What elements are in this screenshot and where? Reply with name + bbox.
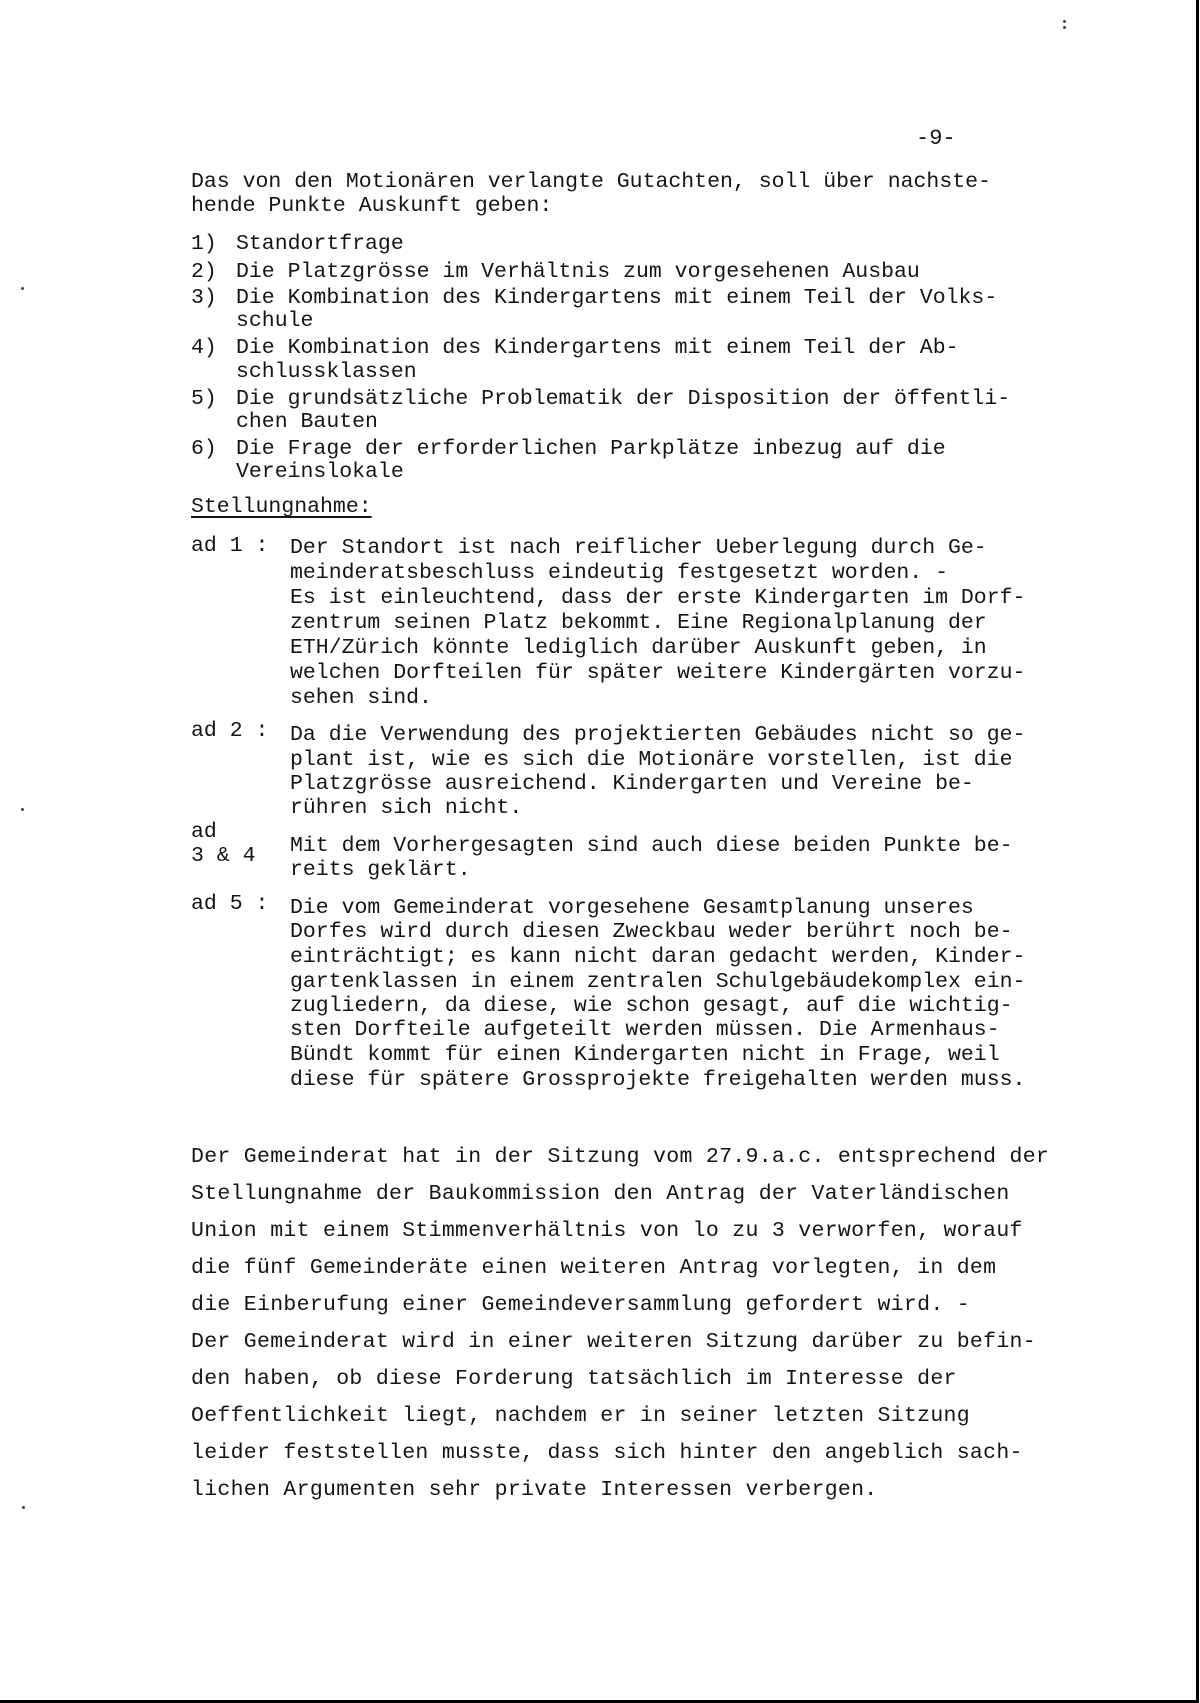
point-number: 2) — [191, 260, 217, 284]
statement-label: ad — [191, 820, 217, 844]
point-number: 5) — [191, 387, 217, 411]
statement-text: Die vom Gemeinderat vorgesehene Gesamtplanung unseres — [290, 896, 974, 920]
statement-label: ad 1 : — [191, 534, 269, 558]
statement-text: rühren sich nicht. — [290, 796, 523, 820]
statement-text: reits geklärt. — [290, 858, 471, 882]
statement-text: Es ist einleuchtend, dass der erste Kindergarten im Dorf- — [290, 586, 1026, 610]
point-text: Die Frage der erforderlichen Parkplätze inbezug auf die — [236, 437, 946, 461]
page-number: -9- — [916, 126, 956, 151]
closing-line: Oeffentlichkeit liegt, nachdem er in seiner letzten Sitzung — [191, 1404, 970, 1428]
statement-text: zentrum seinen Platz bekommt. Eine Regionalplanung der — [290, 611, 987, 635]
point-text: Vereinslokale — [236, 460, 404, 484]
statement-text: Platzgrösse ausreichend. Kindergarten und Vereine be- — [290, 772, 974, 796]
point-number: 4) — [191, 336, 217, 360]
scan-speck — [21, 287, 24, 290]
closing-line: die fünf Gemeinderäte einen weiteren Antrag vorlegten, in dem — [191, 1256, 997, 1280]
point-text: schlussklassen — [236, 360, 417, 384]
statement-text: diese für spätere Grossprojekte freigehalten werden muss. — [290, 1068, 1026, 1092]
intro-line: hende Punkte Auskunft geben: — [191, 194, 553, 218]
statement-text: sten Dorfteile aufgeteilt werden müssen. Die Armenhaus- — [290, 1018, 1000, 1042]
statement-text: einträchtigt; es kann nicht daran gedacht werden, Kinder- — [290, 945, 1026, 969]
statement-label: 3 & 4 — [191, 844, 256, 868]
scan-speck — [1063, 26, 1066, 29]
closing-line: Der Gemeinderat hat in der Sitzung vom 27.9.a.c. entsprechend der — [191, 1145, 1050, 1169]
point-number: 1) — [191, 232, 217, 256]
point-text: Die Kombination des Kindergartens mit einem Teil der Ab- — [236, 336, 959, 360]
statement-text: gartenklassen in einem zentralen Schulgebäudekomplex ein- — [290, 970, 1026, 994]
statement-text: meinderatsbeschluss eindeutig festgesetzt worden. - — [290, 561, 949, 585]
point-text: Standortfrage — [236, 232, 404, 256]
statement-text: Der Standort ist nach reiflicher Ueberlegung durch Ge- — [290, 536, 987, 560]
statement-text: zugliedern, da diese, wie schon gesagt, auf die wichtig- — [290, 994, 1013, 1018]
scan-speck — [21, 808, 24, 811]
closing-line: leider feststellen musste, dass sich hinter den angeblich sach- — [191, 1441, 1023, 1465]
closing-line: den haben, ob diese Forderung tatsächlich im Interesse der — [191, 1367, 957, 1391]
statement-text: Mit dem Vorhergesagten sind auch diese beiden Punkte be- — [290, 834, 1013, 858]
statement-text: ETH/Zürich könnte lediglich darüber Auskunft geben, in — [290, 636, 987, 660]
point-text: Die Kombination des Kindergartens mit einem Teil der Volks- — [236, 286, 998, 310]
statement-label: ad 2 : — [191, 719, 269, 743]
scan-speck — [22, 1506, 25, 1509]
closing-line: lichen Argumenten sehr private Interessen verbergen. — [191, 1478, 878, 1502]
point-text: Die Platzgrösse im Verhältnis zum vorgesehenen Ausbau — [236, 260, 920, 284]
closing-line: die Einberufung einer Gemeindeversammlung gefordert wird. - — [191, 1293, 970, 1317]
statement-text: sehen sind. — [290, 686, 432, 710]
statement-text: Dorfes wird durch diesen Zweckbau weder berührt noch be- — [290, 920, 1013, 944]
point-number: 6) — [191, 437, 217, 461]
scan-speck — [1063, 20, 1066, 23]
point-text: chen Bauten — [236, 410, 378, 434]
statement-text: Bündt kommt für einen Kindergarten nicht in Frage, weil — [290, 1043, 1000, 1067]
statement-text: Da die Verwendung des projektierten Gebäudes nicht so ge- — [290, 723, 1026, 747]
statement-text: plant ist, wie es sich die Motionäre vorstellen, ist die — [290, 748, 1013, 772]
statement-label: ad 5 : — [191, 892, 269, 916]
point-number: 3) — [191, 286, 217, 310]
intro-line: Das von den Motionären verlangte Gutachten, soll über nachste- — [191, 170, 991, 194]
closing-line: Stellungnahme der Baukommission den Antrag der Vaterländischen — [191, 1182, 1010, 1206]
point-text: Die grundsätzliche Problematik der Disposition der öffentli- — [236, 387, 1011, 411]
closing-line: Union mit einem Stimmenverhältnis von lo zu 3 verworfen, worauf — [191, 1219, 1023, 1243]
point-text: schule — [236, 309, 314, 333]
closing-line: Der Gemeinderat wird in einer weiteren Sitzung darüber zu befin- — [191, 1330, 1036, 1354]
statement-heading: Stellungnahme: — [191, 495, 372, 519]
statement-text: welchen Dorfteilen für später weitere Kindergärten vorzu- — [290, 661, 1026, 685]
